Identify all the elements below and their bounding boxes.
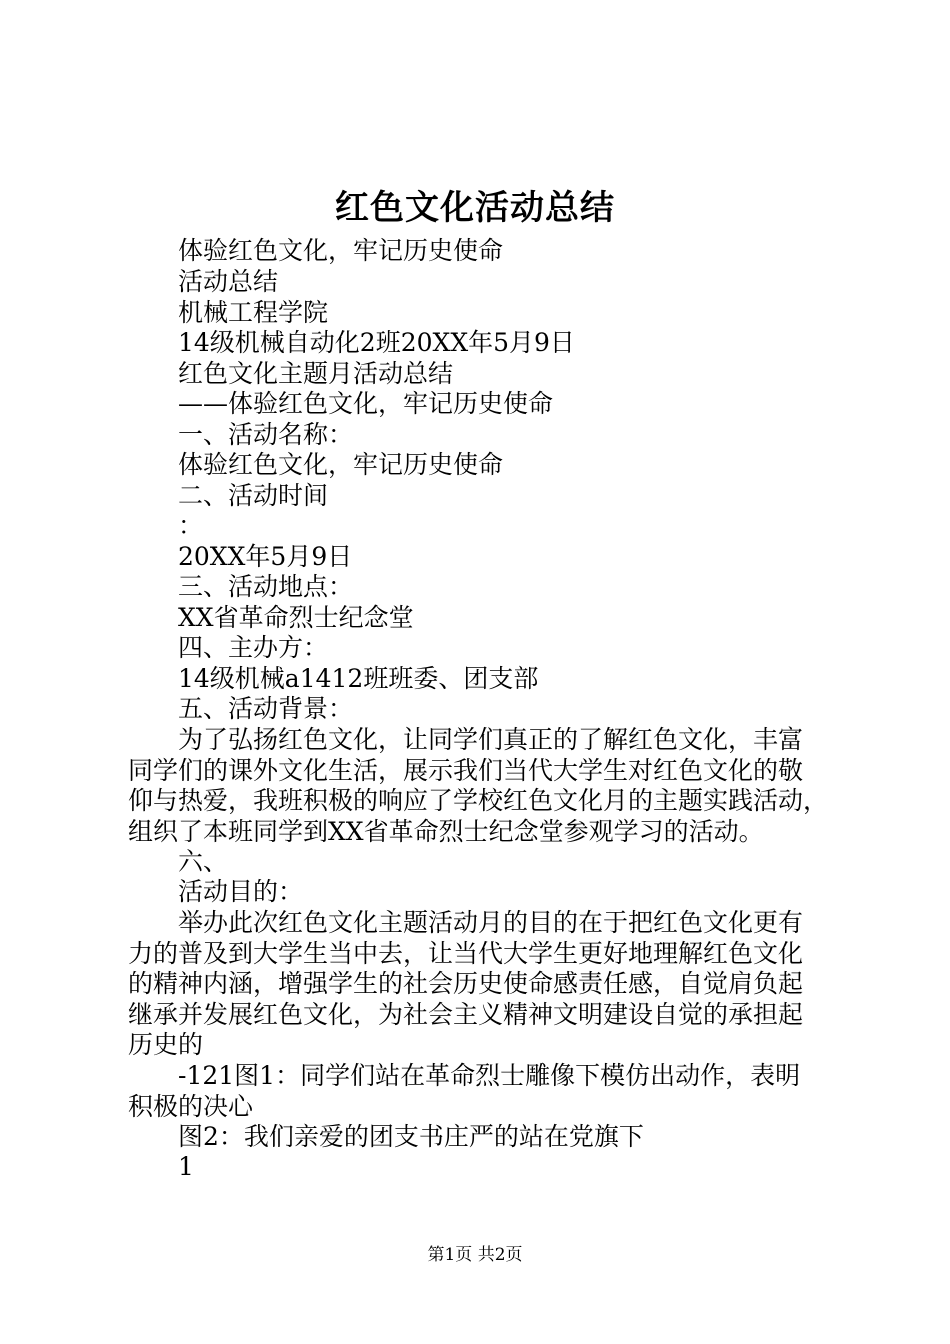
figure2-caption: 图2：我们亲爱的团支书庄严的站在党旗下 bbox=[178, 1122, 644, 1151]
paragraph-line: 积极的决心 bbox=[128, 1091, 254, 1121]
paragraph-line: -121图1：同学们站在革命烈士雕像下模仿出动作，表明 bbox=[178, 1061, 801, 1090]
text-line: XX省革命烈士纪念堂 bbox=[178, 603, 414, 632]
text-line: ——体验红色文化，牢记历史使命 bbox=[178, 389, 554, 418]
text-line: 机械工程学院 bbox=[178, 298, 329, 327]
text-line: ： bbox=[178, 511, 204, 540]
paragraph-line: 举办此次红色文化主题活动月的目的在于把红色文化更有 bbox=[178, 908, 804, 937]
paragraph-line: 历史的 bbox=[128, 1030, 204, 1060]
text-line: 活动总结 bbox=[178, 267, 279, 296]
text-line: 14级机械自动化2班20XX年5月9日 bbox=[178, 328, 575, 357]
paragraph-line: 仰与热爱，我班积极的响应了学校红色文化月的主题实践活动， bbox=[128, 786, 829, 816]
figure1-caption bbox=[128, 1061, 833, 1122]
section-heading: 四、主办方： bbox=[178, 633, 329, 662]
section-heading: 一、活动名称： bbox=[178, 420, 354, 449]
paragraph-line: 的精神内涵，增强学生的社会历史使命感责任感，自觉肩负起 bbox=[128, 969, 804, 999]
document-title: 红色文化活动总结 bbox=[335, 188, 615, 228]
page-footer: 第1页 共2页 bbox=[427, 1245, 523, 1265]
section-heading: 五、活动背景： bbox=[178, 694, 354, 723]
subtitle-line: 体验红色文化，牢记历史使命 bbox=[178, 236, 504, 265]
purpose-paragraph bbox=[128, 908, 833, 1061]
text-line: 20XX年5月9日 bbox=[178, 542, 353, 571]
section-heading: 三、活动地点： bbox=[178, 572, 354, 601]
paragraph-line: 继承并发展红色文化，为社会主义精神文明建设自觉的承担起 bbox=[128, 999, 804, 1029]
paragraph-line: 同学们的课外文化生活，展示我们当代大学生对红色文化的敬 bbox=[128, 755, 804, 785]
text-line: 体验红色文化，牢记历史使命 bbox=[178, 450, 504, 479]
background-paragraph bbox=[128, 725, 833, 847]
text-line: 14级机械a1412班班委、团支部 bbox=[178, 664, 539, 693]
section-heading: 活动目的： bbox=[178, 877, 304, 906]
paragraph-line: 为了弘扬红色文化，让同学们真正的了解红色文化，丰富 bbox=[178, 725, 804, 754]
text-line: 1 bbox=[178, 1152, 194, 1181]
paragraph-line: 组织了本班同学到XX省革命烈士纪念堂参观学习的活动。 bbox=[128, 816, 764, 846]
paragraph-line: 力的普及到大学生当中去，让当代大学生更好地理解红色文化 bbox=[128, 938, 804, 968]
section-heading: 六、 bbox=[178, 847, 229, 876]
text-line: 红色文化主题月活动总结 bbox=[178, 359, 454, 388]
section-heading: 二、活动时间 bbox=[178, 481, 329, 510]
